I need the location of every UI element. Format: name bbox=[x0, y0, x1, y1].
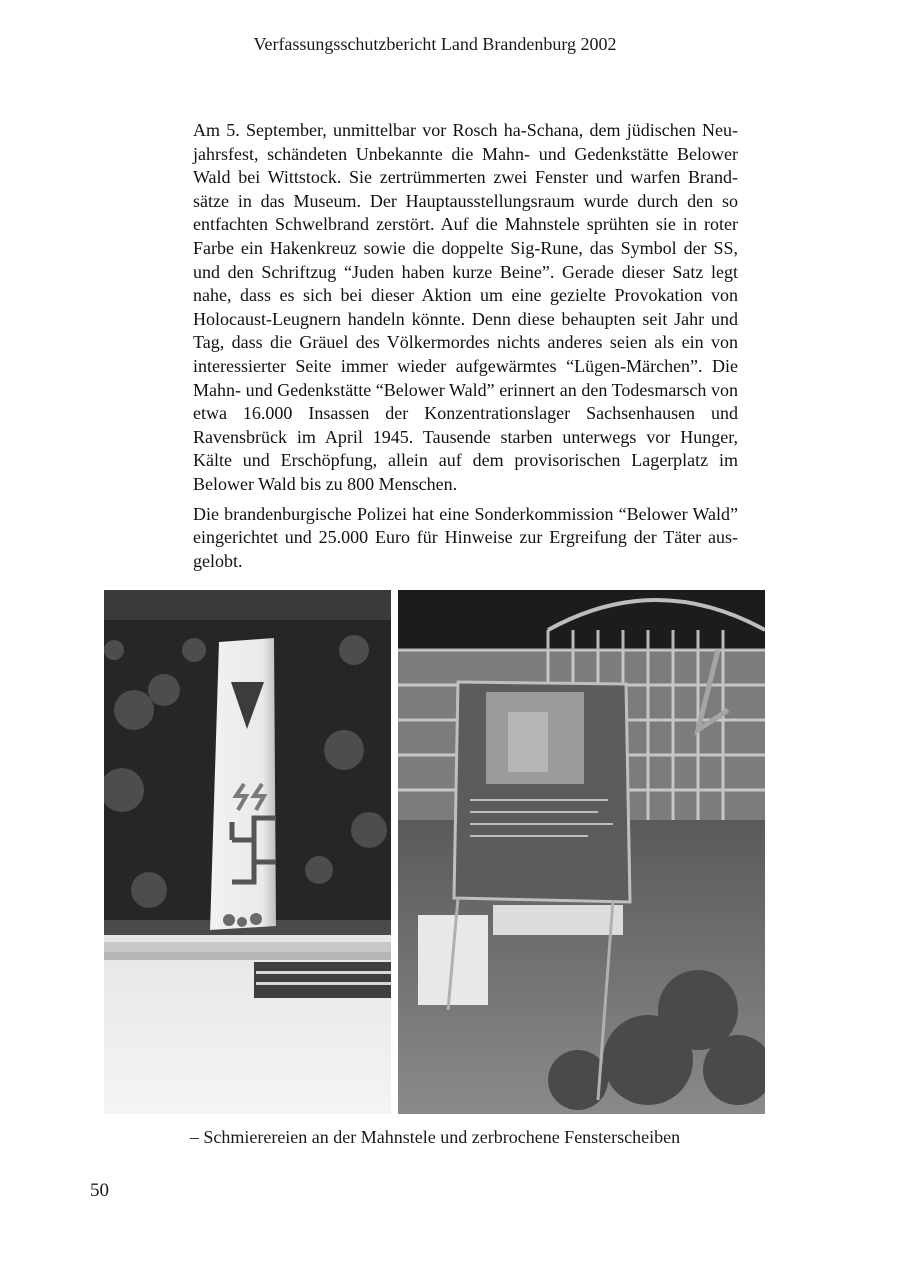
figure-caption: – Schmierereien an der Mahnstele und zerbrochene Fensterscheiben bbox=[189, 1127, 681, 1147]
photo-memorial-stele bbox=[104, 590, 391, 1114]
paragraph: Die brandenburgische Polizei hat eine Sonderkommission “Belower Wald” eingerichtet und 25.000 Euro für Hinweise zur Ergreifung der Täter ausgelobt. bbox=[193, 503, 738, 571]
paragraph: Am 5. September, unmittelbar vor Rosch ha-Schana, dem jüdischen Neujahrsfest, schändeten Unbekannte die Mahn- und Gedenkstätte Belower Wald bei Wittstock. Sie zertrümmerten zwei Fenster und warfen Brandsätze in das Museum. Der Hauptausstellungsraum wurde durch den so entfachten Schwelbrand zerstört. Auf die Mahnstele sprühten sie in roter Farbe ein Hakenkreuz sowie die doppelte Sig-Rune, das Symbol der SS, und den Schriftzug “Juden haben kurze Beine”. Gerade dieser Satz legt nahe, dass es sich bei dieser Aktion um eine gezielte Provokation von Holocaust-Leugnern handeln könnte. Denn diese behaupten seit Jahr und Tag, dass die Gräuel des Völkermordes nichts anderes seien als ein von interessierter Seite immer wieder aufgewärmtes “Lügen-Märchen”. Die Mahn- und Gedenkstätte “Belower Wald” erinnert an den Todesmarsch von etwa 16.000 Insassen der Konzentrationslager Sachsenhausen und Ravensbrück im April 1945. Tausende starben unterwegs vor Hunger, Kälte und Erschöpfung, allein auf dem provisorischen Lagerplatz im Belower Wald bis zu 800 Menschen. bbox=[193, 120, 738, 494]
photo-broken-window bbox=[398, 590, 765, 1114]
page-number: 50 bbox=[90, 1180, 109, 1201]
window-photo-illustration bbox=[398, 590, 765, 1114]
stele-photo-illustration bbox=[104, 590, 391, 1114]
body-text bbox=[193, 119, 738, 579]
running-header: Verfassungsschutzbericht Land Brandenburg 2002 bbox=[253, 34, 617, 54]
